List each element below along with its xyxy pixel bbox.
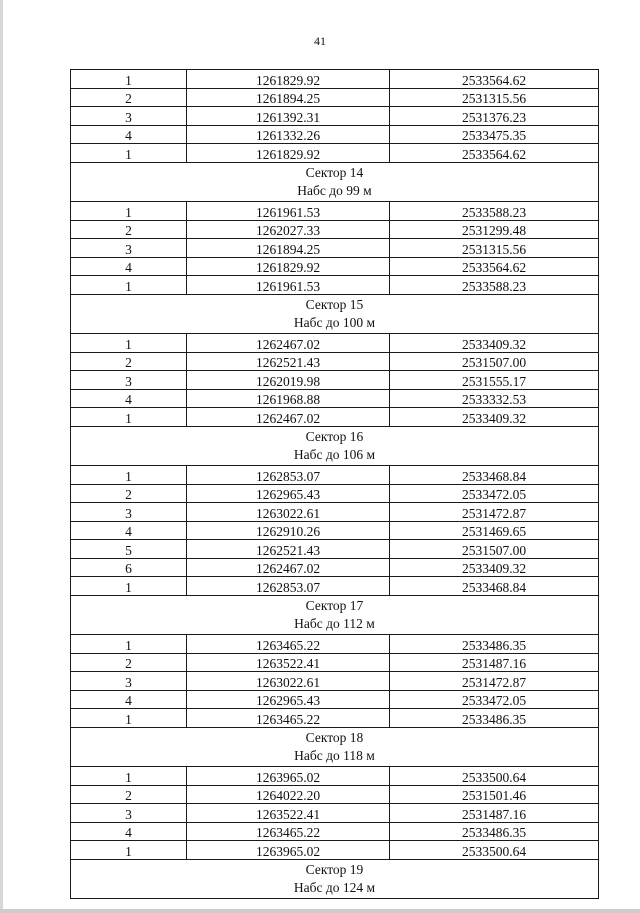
table-row bbox=[71, 239, 599, 258]
x-coordinate-cell: 1262467.02 bbox=[187, 558, 390, 577]
table-row bbox=[71, 125, 599, 144]
sector-header-cell bbox=[71, 294, 599, 333]
x-coordinate-cell: 1261968.88 bbox=[187, 389, 390, 408]
point-number-cell: 1 bbox=[71, 408, 187, 427]
table-row bbox=[71, 144, 599, 163]
table-row bbox=[71, 558, 599, 577]
table-row bbox=[71, 408, 599, 427]
x-coordinate-cell: 1262467.02 bbox=[187, 408, 390, 427]
point-number-cell: 4 bbox=[71, 257, 187, 276]
x-coordinate-cell: 1262019.98 bbox=[187, 371, 390, 390]
x-coordinate-cell: 1263965.02 bbox=[187, 841, 390, 860]
x-coordinate-cell: 1261829.92 bbox=[187, 144, 390, 163]
table-row bbox=[71, 88, 599, 107]
point-number-cell: 1 bbox=[71, 201, 187, 220]
table-row bbox=[71, 333, 599, 352]
table-row bbox=[71, 690, 599, 709]
scan-bottom-edge bbox=[0, 909, 640, 913]
y-coordinate-cell: 2533564.62 bbox=[390, 257, 599, 276]
point-number-cell: 4 bbox=[71, 690, 187, 709]
y-coordinate-cell: 2533486.35 bbox=[390, 709, 599, 728]
point-number-cell: 4 bbox=[71, 125, 187, 144]
point-number-cell: 4 bbox=[71, 521, 187, 540]
sector-height-limit: Набс до 118 м bbox=[294, 748, 375, 764]
point-number-cell: 2 bbox=[71, 352, 187, 371]
x-coordinate-cell: 1261894.25 bbox=[187, 239, 390, 258]
x-coordinate-cell: 1262027.33 bbox=[187, 220, 390, 239]
x-coordinate-cell: 1262965.43 bbox=[187, 690, 390, 709]
table-row bbox=[71, 635, 599, 654]
x-coordinate-cell: 1263022.61 bbox=[187, 672, 390, 691]
y-coordinate-cell: 2531315.56 bbox=[390, 239, 599, 258]
y-coordinate-cell: 2531469.65 bbox=[390, 521, 599, 540]
point-number-cell: 3 bbox=[71, 503, 187, 522]
sector-title: Сектор 18 bbox=[305, 730, 364, 746]
y-coordinate-cell: 2533564.62 bbox=[390, 144, 599, 163]
table-row bbox=[71, 371, 599, 390]
sector-title: Сектор 14 bbox=[305, 164, 364, 180]
point-number-cell: 3 bbox=[71, 239, 187, 258]
x-coordinate-cell: 1264022.20 bbox=[187, 785, 390, 804]
x-coordinate-cell: 1261961.53 bbox=[187, 201, 390, 220]
point-number-cell: 1 bbox=[71, 144, 187, 163]
table-row bbox=[71, 577, 599, 596]
point-number-cell: 1 bbox=[71, 841, 187, 860]
point-number-cell: 2 bbox=[71, 484, 187, 503]
sector-header-row bbox=[71, 294, 599, 333]
x-coordinate-cell: 1261829.92 bbox=[187, 257, 390, 276]
table-row bbox=[71, 709, 599, 728]
point-number-cell: 4 bbox=[71, 389, 187, 408]
y-coordinate-cell: 2533588.23 bbox=[390, 276, 599, 295]
x-coordinate-cell: 1262467.02 bbox=[187, 333, 390, 352]
point-number-cell: 1 bbox=[71, 333, 187, 352]
x-coordinate-cell: 1263465.22 bbox=[187, 635, 390, 654]
table-row bbox=[71, 767, 599, 786]
table-row bbox=[71, 107, 599, 126]
coordinates-table-body bbox=[71, 70, 599, 899]
sector-header-cell bbox=[71, 426, 599, 465]
y-coordinate-cell: 2531299.48 bbox=[390, 220, 599, 239]
table-row bbox=[71, 503, 599, 522]
x-coordinate-cell: 1261961.53 bbox=[187, 276, 390, 295]
x-coordinate-cell: 1262853.07 bbox=[187, 577, 390, 596]
y-coordinate-cell: 2533409.32 bbox=[390, 333, 599, 352]
x-coordinate-cell: 1263522.41 bbox=[187, 653, 390, 672]
x-coordinate-cell: 1262910.26 bbox=[187, 521, 390, 540]
sector-height-limit: Набс до 124 м bbox=[293, 880, 376, 895]
y-coordinate-cell: 2531507.00 bbox=[390, 352, 599, 371]
table-row bbox=[71, 70, 599, 89]
sector-header-cell bbox=[71, 728, 599, 767]
y-coordinate-cell: 2531501.46 bbox=[390, 785, 599, 804]
point-number-cell: 2 bbox=[71, 653, 187, 672]
y-coordinate-cell: 2533468.84 bbox=[390, 465, 599, 484]
y-coordinate-cell: 2533500.64 bbox=[390, 841, 599, 860]
sector-height-limit: Набс до 99 м bbox=[297, 182, 372, 198]
y-coordinate-cell: 2531315.56 bbox=[390, 88, 599, 107]
sector-title: Сектор 16 bbox=[305, 428, 364, 444]
point-number-cell: 1 bbox=[71, 709, 187, 728]
point-number-cell: 1 bbox=[71, 465, 187, 484]
table-row bbox=[71, 672, 599, 691]
coordinates-table bbox=[70, 69, 599, 899]
table-row bbox=[71, 352, 599, 371]
table-row bbox=[71, 389, 599, 408]
point-number-cell: 3 bbox=[71, 371, 187, 390]
sector-header-row bbox=[71, 860, 599, 899]
point-number-cell: 3 bbox=[71, 804, 187, 823]
scan-left-edge bbox=[0, 0, 3, 913]
y-coordinate-cell: 2533564.62 bbox=[390, 70, 599, 89]
y-coordinate-cell: 2531555.17 bbox=[390, 371, 599, 390]
sector-height-limit: Набс до 106 м bbox=[293, 446, 376, 462]
table-row bbox=[71, 822, 599, 841]
table-row bbox=[71, 484, 599, 503]
point-number-cell: 2 bbox=[71, 785, 187, 804]
table-row bbox=[71, 653, 599, 672]
y-coordinate-cell: 2533332.53 bbox=[390, 389, 599, 408]
sector-title: Сектор 15 bbox=[305, 296, 364, 312]
y-coordinate-cell: 2531376.23 bbox=[390, 107, 599, 126]
y-coordinate-cell: 2531487.16 bbox=[390, 804, 599, 823]
y-coordinate-cell: 2533486.35 bbox=[390, 635, 599, 654]
x-coordinate-cell: 1261392.31 bbox=[187, 107, 390, 126]
x-coordinate-cell: 1263522.41 bbox=[187, 804, 390, 823]
x-coordinate-cell: 1261829.92 bbox=[187, 70, 390, 89]
table-row bbox=[71, 804, 599, 823]
table-row bbox=[71, 841, 599, 860]
y-coordinate-cell: 2533468.84 bbox=[390, 577, 599, 596]
y-coordinate-cell: 2533500.64 bbox=[390, 767, 599, 786]
sector-title: Сектор 19 bbox=[305, 862, 364, 877]
point-number-cell: 1 bbox=[71, 635, 187, 654]
y-coordinate-cell: 2531487.16 bbox=[390, 653, 599, 672]
point-number-cell: 1 bbox=[71, 767, 187, 786]
y-coordinate-cell: 2533409.32 bbox=[390, 558, 599, 577]
point-number-cell: 5 bbox=[71, 540, 187, 559]
page-number: 41 bbox=[314, 34, 326, 48]
table-row bbox=[71, 521, 599, 540]
y-coordinate-cell: 2533588.23 bbox=[390, 201, 599, 220]
sector-header-row bbox=[71, 596, 599, 635]
point-number-cell: 1 bbox=[71, 276, 187, 295]
table-row bbox=[71, 201, 599, 220]
x-coordinate-cell: 1262965.43 bbox=[187, 484, 390, 503]
sector-header-cell bbox=[71, 596, 599, 635]
table-row bbox=[71, 220, 599, 239]
point-number-cell: 6 bbox=[71, 558, 187, 577]
sector-height-limit: Набс до 100 м bbox=[293, 314, 376, 330]
sector-header-row bbox=[71, 728, 599, 767]
x-coordinate-cell: 1261332.26 bbox=[187, 125, 390, 144]
sector-header-cell bbox=[71, 860, 599, 899]
x-coordinate-cell: 1263465.22 bbox=[187, 822, 390, 841]
point-number-cell: 3 bbox=[71, 107, 187, 126]
y-coordinate-cell: 2533486.35 bbox=[390, 822, 599, 841]
sector-title: Сектор 17 bbox=[305, 598, 364, 614]
sector-height-limit: Набс до 112 м bbox=[294, 616, 375, 632]
table-row bbox=[71, 465, 599, 484]
y-coordinate-cell: 2531472.87 bbox=[390, 503, 599, 522]
point-number-cell: 3 bbox=[71, 672, 187, 691]
x-coordinate-cell: 1263465.22 bbox=[187, 709, 390, 728]
point-number-cell: 2 bbox=[71, 220, 187, 239]
sector-header-row bbox=[71, 426, 599, 465]
x-coordinate-cell: 1261894.25 bbox=[187, 88, 390, 107]
point-number-cell: 1 bbox=[71, 70, 187, 89]
table-row bbox=[71, 540, 599, 559]
y-coordinate-cell: 2531507.00 bbox=[390, 540, 599, 559]
table-row bbox=[71, 785, 599, 804]
point-number-cell: 1 bbox=[71, 577, 187, 596]
point-number-cell: 4 bbox=[71, 822, 187, 841]
x-coordinate-cell: 1263965.02 bbox=[187, 767, 390, 786]
x-coordinate-cell: 1262521.43 bbox=[187, 352, 390, 371]
x-coordinate-cell: 1262853.07 bbox=[187, 465, 390, 484]
x-coordinate-cell: 1262521.43 bbox=[187, 540, 390, 559]
x-coordinate-cell: 1263022.61 bbox=[187, 503, 390, 522]
sector-header-row bbox=[71, 162, 599, 201]
y-coordinate-cell: 2533472.05 bbox=[390, 484, 599, 503]
sector-header-cell bbox=[71, 162, 599, 201]
table-row bbox=[71, 257, 599, 276]
y-coordinate-cell: 2531472.87 bbox=[390, 672, 599, 691]
y-coordinate-cell: 2533475.35 bbox=[390, 125, 599, 144]
y-coordinate-cell: 2533409.32 bbox=[390, 408, 599, 427]
y-coordinate-cell: 2533472.05 bbox=[390, 690, 599, 709]
point-number-cell: 2 bbox=[71, 88, 187, 107]
table-row bbox=[71, 276, 599, 295]
